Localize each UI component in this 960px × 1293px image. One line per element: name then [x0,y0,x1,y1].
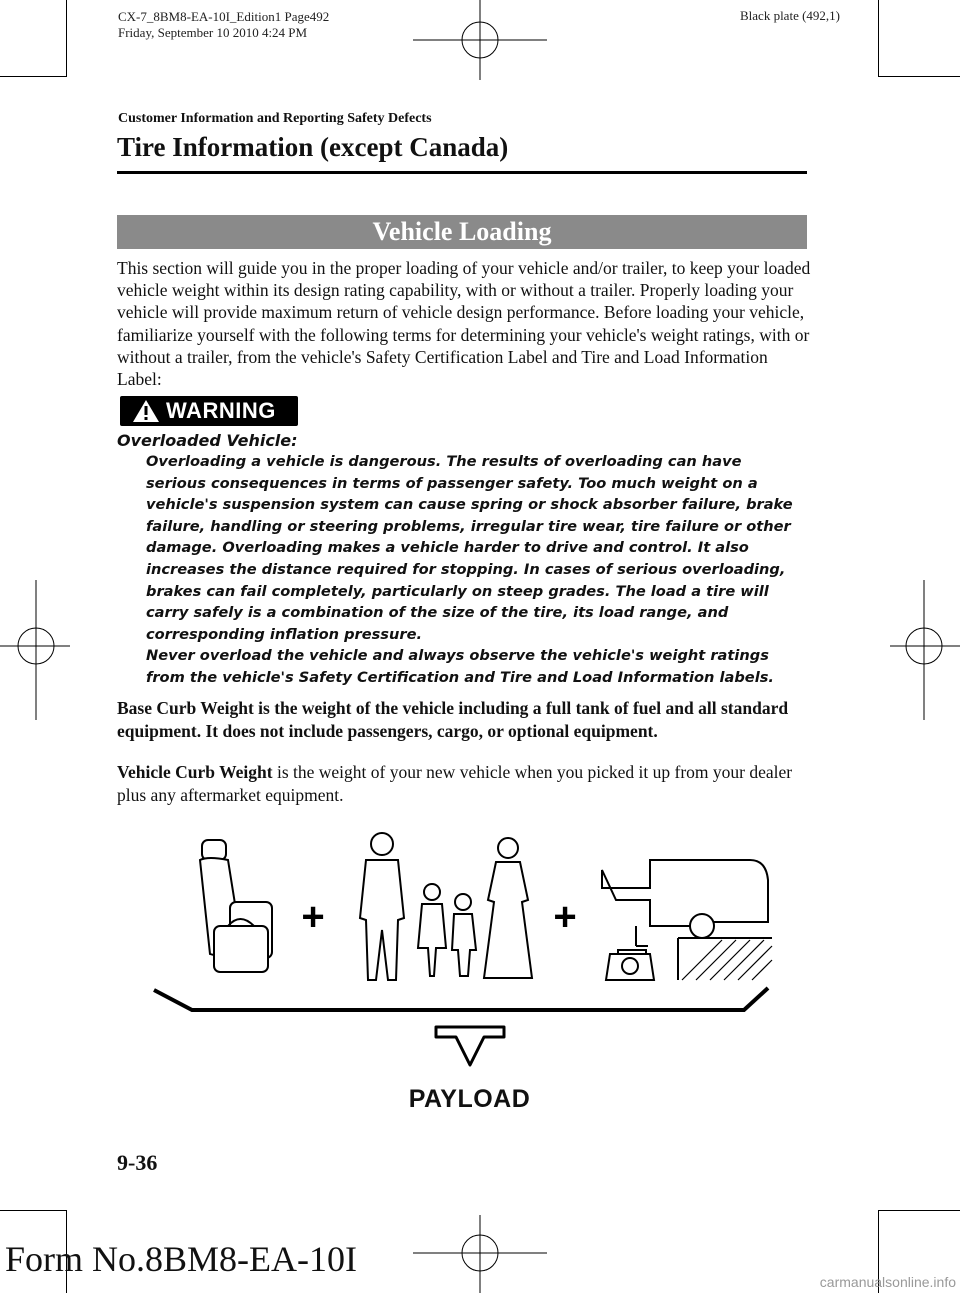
watermark: carmanualsonline.info [819,1274,956,1290]
down-arrow-icon [430,1025,510,1070]
section-banner: Vehicle Loading [117,215,807,249]
luggage-icon [200,840,272,972]
plus-sign-1: + [301,895,325,939]
warning-body [146,451,806,689]
warning-label: WARNING [166,398,276,423]
payload-bracket [154,988,768,1010]
right-registration-mark [890,580,960,720]
page-number: 9-36 [117,1150,158,1175]
base-curb-weight-paragraph: Base Curb Weight is the weight of the vehicle including a full tank of fuel and all standard equipment. It does not include passengers, cargo, or optional equipment. [117,698,789,741]
bottom-registration-mark [413,1215,547,1293]
warning-triangle-icon [132,399,160,423]
print-file-line: CX-7_8BM8-EA-10I_Edition1 Page492 [118,9,330,24]
plus-sign-2: + [553,895,577,939]
left-registration-mark [0,580,70,720]
section-label: Customer Information and Reporting Safety Defects [118,111,432,126]
top-registration-mark [413,0,547,80]
trailer-tongue-weight-icon [602,860,772,980]
warning-text: Overloading a vehicle is dangerous. The results of overloading can have serious consequences in terms of passenger safety. Too much weight on a vehicle's suspension system can cause spring or shock absorber failure, brake failure, handling or steering problems, irregular tire wear, tire failure or other damage. Overloading makes a vehicle harder to drive and control. It also increases the distance required for stopping. In cases of serious overloading, brakes can fail completely, particularly on steep grades. The load a tire will carry safely is a combination of the size of the tire, its load range, and corresponding inflation pressure. [146,453,793,643]
warning-title: Overloaded Vehicle: [117,431,298,450]
form-number: Form No.8BM8-EA-10I [5,1239,357,1279]
plate-label: Black plate (492,1) [740,8,840,23]
payload-illustration [150,830,780,1045]
print-date-line: Friday, September 10 2010 4:24 PM [118,25,308,40]
page-title: Tire Information (except Canada) [117,132,509,162]
vehicle-curb-weight-text: is the weight of your new vehicle when you picked it up from your dealer plus any aftermarket equipment. [117,762,793,805]
payload-caption: PAYLOAD [408,1085,531,1113]
ground-hatching [682,940,772,980]
warning-text-2: Never overload the vehicle and always observe the vehicle's weight ratings from the vehicle's Safety Certification and Tire and Load Information labels. [146,647,774,686]
warning-badge [120,396,298,426]
intro-paragraph: This section will guide you in the proper loading of your vehicle and/or trailer, to keep your loaded vehicle weight within its design rating capability, with or without a trailer. Properly loading your vehicle will provide maximum return of vehicle design performance. Before loading your vehicle, familiarize yourself with the following terms for determining your vehicle's weight ratings, with or without a trailer, from the vehicle's Safety Certification Label and Tire and Load Information Label: [117,258,811,390]
vehicle-curb-weight-term: Vehicle Curb Weight [117,762,273,782]
passengers-icon [360,833,532,980]
vehicle-curb-weight-paragraph [117,761,807,806]
title-divider [117,171,807,174]
